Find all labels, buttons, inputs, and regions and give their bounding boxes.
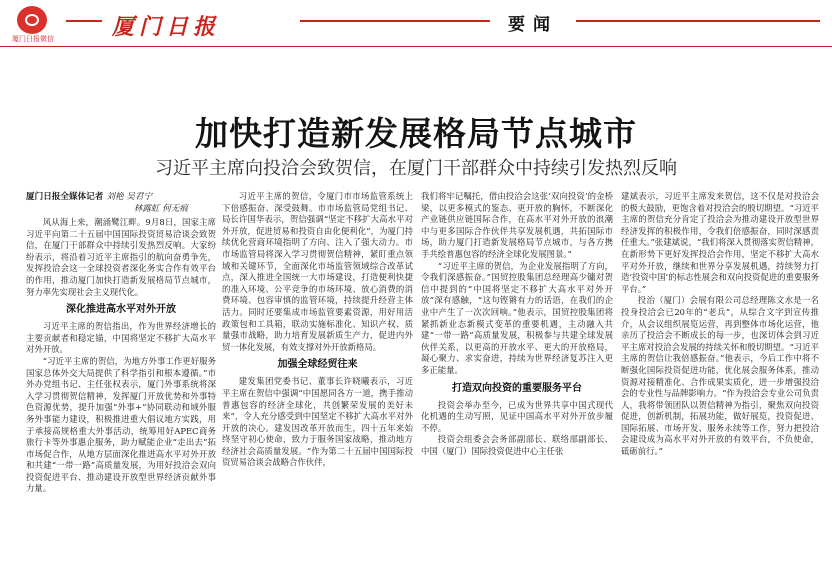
paragraph: 投治（厦门）会展有限公司总经理陈文水是一名投身投洽会已20年的“老兵”，从综合文字到宣传推介，从会议组织展览运营，再到整体市场化运营，他亲历了投洽会不断成长的每一步，也深切体会到习近平主席对投洽会发展的持续关怀和殷切期望。“习近平主席的贺信让我倍感振奋。”他表示，今后工作中将不断强化国际投资促进功能，优化展会服务体系，推动资源对接精准化、合作成果实质化，进一步增强投洽会的专业性与品牌影响力。“作为投洽会专业公司负责人，我将带领团队以贺信精神为指引，聚焦双向投资促进，创新机制，拓展功能，做好展览，投资促进、国际拓展、市场开发、服务永续等工作，努力把投洽会建设成为高水平对外开放的有效平台，不负使命，砥砺前行。” (621, 295, 819, 457)
paragraph: 习近平主席的贺信，令厦门市市场监管系统上下倍感振奋、深受鼓舞。市市场监管局党组书记、局长许国华表示，贺信强调“坚定不移扩大高水平对外开放，促进贸易和投资自由化便利化”，为厦门持续优化营商环境指明了方向、注入了强大动力。市市场监管局将深入学习贯彻贺信精神，紧盯重点领域和关键环节，全面深化市场监管领域综合改革试点，深入推进全国统一大市场建设，打造便利快捷的准入环境、公平竞争的市场环境、放心消费的消费环境、包容审慎的监管环境，持续提升经营主体活力。同时还要集成市场监管要素资源，用好用活政策包和工具箱，联动实施标准化、知识产权、质量强市战略，助力培育发展新质生产力，促进内外贸一体化发展，有效支撑对外开放新格局。 (222, 191, 413, 352)
paragraph: 建斌表示，习近平主席发来贺信，这不仅是对投洽会的极大鼓励，更饱含着对投洽会的殷切期望。“习近平主席的贺信充分肯定了投洽会为推动建设开放型世界经济发挥的积极作用，令我们倍感振奋，同时深感责任重大。”张建斌说，“我们将深入贯彻落实贺信精神，在新形势下更好发挥投洽会作用，坚定不移扩大高水平对外开放，继续和世界分享发展机遇，持续努力打造‘投资中国’的标志性展会和双向投资促进的重要服务平台。” (621, 191, 819, 294)
article-column-3 (421, 191, 613, 561)
subheadline: 习近平主席向投洽会致贺信，在厦门干部群众中持续引发热烈反响 (155, 158, 677, 179)
section-subtitle: 打造双向投资的重要服务平台 (452, 382, 582, 394)
paragraph: 建发集团党委书记、董事长许晓曦表示，习近平主席在贺信中强调“中国愿同各方一道，携手推动普惠包容的经济全球化，共创繁荣发展的美好未来”，令人充分感受到中国坚定不移扩大高水平对外开放的决心。建发因改革开放而生，四十五年来始终坚守初心使命，致力于服务国家战略，推动地方经济社会高质量发展。“作为第二十五届中国国际投资贸易洽谈会战略合作伙伴， (222, 376, 413, 468)
byline (26, 191, 216, 215)
byline-label: 厦门日报全媒体记者 (26, 192, 104, 202)
paragraph: 投资会组委会会务部副部长、联络部副部长、中国（厦门）国际投资促进中心主任张 (421, 434, 613, 456)
section-subtitle: 加强全球经贸往来 (277, 359, 358, 371)
paragraph: “习近平主席的贺信，为企业发展指明了方向，令我们深感振奋。”国贸控股集团总经理高少镛对贺信中提到的“中国将坚定不移扩大高水平对外开放”深有感触，“这句铿锵有力的话语，在我们的企业中产生了一次次回响。”他表示，国贸控股集团将紧抓新业态新模式变革的重要机遇，主动融入共建“一带一路”高质量发展，积极参与共建全球发展伙伴关系，以更高的开放水平、更大的开放格局，凝心聚力、求实奋进，持续为世界经济复苏注入更多正能量。 (421, 260, 613, 375)
logo-tag: 厦门日报微信 (12, 35, 54, 43)
byline-names-1: 刘艳 吴君宁 (106, 192, 153, 202)
section-label: 要闻 (490, 10, 576, 40)
masthead (0, 0, 832, 48)
article-column-1 (26, 191, 216, 561)
paragraph: “习近平主席的贺信，为地方外事工作更好服务国家总体外交大局提供了科学指引和根本遵循。”市外办党组书记、主任张权表示，厦门外事系统将深入学习贯彻贺信精神，发挥厦门开放优势和外事特色资源优势，提升加强“外事+”协同联动和域外服务外事能力建设，积极推进重大倡议地方实践，用于承接高规格重大外事活动，统筹用好APEC商务旅行卡等外事惠企服务，助力赋能企业“走出去”拓市场促合作，从地方层面深化推进高水平对外开放和共建“一带一路”高质量发展，为用好投洽会双向投资促进平台、推动建设开放型世界经济贡献外事力量。 (26, 355, 216, 494)
masthead-bottom-rule (0, 46, 832, 47)
section-subtitle: 深化推进高水平对外开放 (66, 304, 176, 316)
paragraph: 习近平主席的贺信指出，作为世界经济增长的主要贡献者和稳定锚，中国将坚定不移扩大高水平对外开放。 (26, 321, 216, 355)
headline: 加快打造新发展格局节点城市 (195, 114, 637, 153)
article-column-4 (621, 191, 819, 561)
paper-name: 厦门日报 (112, 14, 221, 40)
logo-emblem-icon (17, 6, 47, 34)
newspaper-logo (6, 6, 60, 44)
masthead-rule-left (66, 20, 102, 22)
byline-names-2: 林露虹 何无痕 (133, 204, 188, 214)
paragraph: 风从海上来，潮涌鹭江畔。9月8日，国家主席习近平向第二十五届中国国际投资贸易洽谈会致贺信，在厦门干部群众中持续引发热烈反响。大家纷纷表示，将沿着习近平主席指引的航向奋勇争先，发挥投洽会这一全球投资者深化务实合作有效平台的作用，推动厦门加快打造新发展格局节点城市，努力率先实现社会主义现代化。 (26, 217, 216, 297)
paragraph: 我们将牢记嘱托，借由投洽会这张‘双向投资’的金桥梁，以更多模式的鉴态、更开放的胸怀，不断深化产业链供应链国际合作，在高水平对外开放的浪潮中与更多国际合作伙伴共享发展机遇，共拓国际市场，助力厦门打造新发展格局节点城市，与各方携手共绘普惠包容的经济全球化发展图景。” (421, 191, 613, 259)
article-column-2 (222, 191, 413, 561)
paragraph: 投资会举办至今，已成为世界共享中国式现代化机遇的生动写照，见证中国高水平对外开放步履不停。 (421, 399, 613, 433)
